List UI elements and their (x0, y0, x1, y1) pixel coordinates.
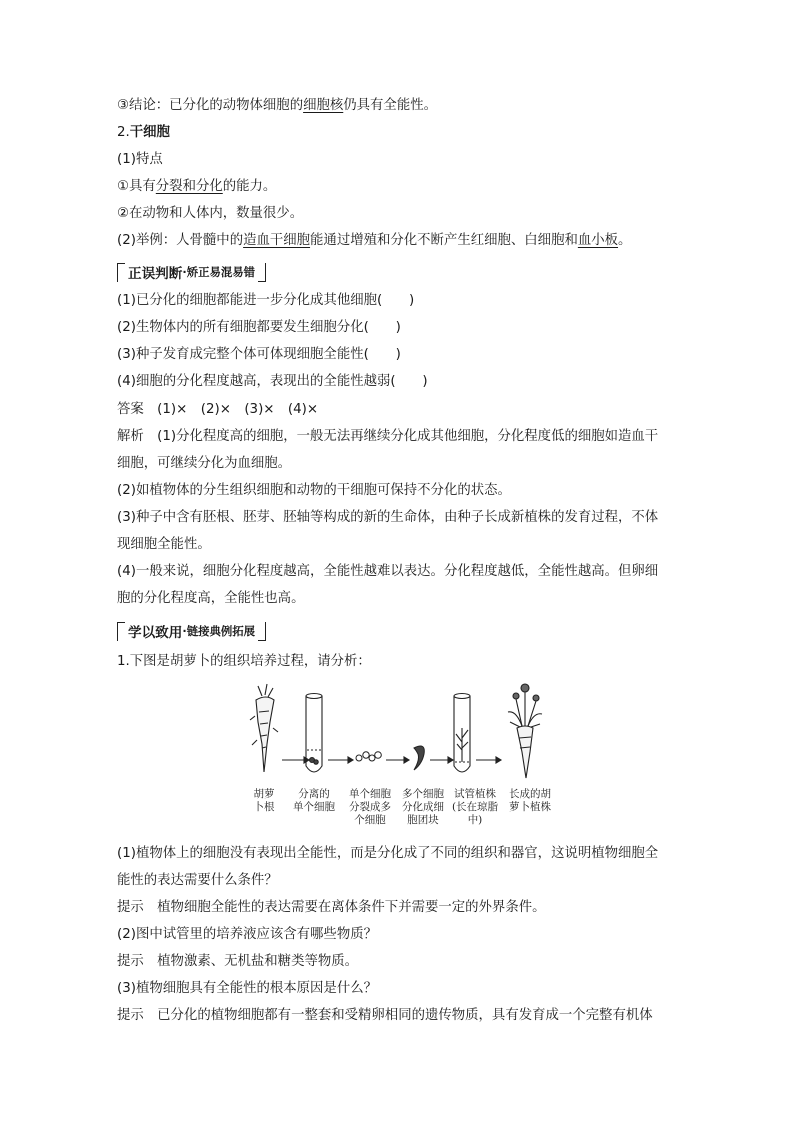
tissue-culture-figure (240, 682, 580, 832)
figure-label: 单个细胞 分裂成多 个细胞 (349, 788, 391, 826)
cell-mass-icon (414, 746, 424, 770)
features-line: (1)特点 (117, 152, 163, 167)
text: (2)举例：人骨髓中的 (117, 233, 244, 248)
figure-label: 多个细胞 分化成细 胞团块 (402, 788, 444, 826)
conclusion-line (117, 96, 437, 116)
bracket-left-icon (117, 263, 125, 282)
arrow-icon (476, 757, 501, 763)
carrot-root-icon (250, 684, 278, 772)
arrow-icon (328, 757, 353, 763)
qa-line: 提示 植物激素、无机盐和糖类等物质。 (117, 954, 359, 969)
analysis-line: (3)种子中含有胚根、胚芽、胚轴等构成的新的生命体，由种子长成新植株的发育过程，不体 (117, 510, 659, 525)
qa-line: 提示 植物细胞全能性的表达需要在离体条件下并需要一定的外界条件。 (117, 900, 546, 915)
qa-line: 能性的表达需要什么条件？ (117, 873, 278, 888)
arrow-icon (386, 757, 409, 763)
text: 。 (618, 233, 632, 248)
qa-line: 提示 已分化的植物细胞都有一整套和受精卵相同的遗传物质，具有发育成一个完整有机体 (117, 1008, 653, 1023)
analysis-line: (2)如植物体的分生组织细胞和动物的干细胞可保持不分化的状态。 (117, 483, 511, 498)
figure-label: 试管植株 (长在琼脂 中) (451, 788, 499, 826)
text: ③结论：已分化的动物体细胞的 (117, 98, 304, 113)
text: 的能力。 (222, 179, 277, 194)
section-header-judgment (117, 261, 266, 283)
example-line (117, 231, 631, 251)
qa-line: (1)植物体上的细胞没有表现出全能性，而是分化成了不同的组织和器官，这说明植物细胞全 (117, 846, 659, 861)
question-intro: 1.下图是胡萝卜的组织培养过程，请分析： (117, 654, 371, 669)
figure-label: 长成的胡 萝卜植株 (509, 788, 551, 813)
judgment-item: (2)生物体内的所有细胞都要发生细胞分化( ) (117, 320, 401, 335)
section-header-application (117, 620, 266, 642)
analysis-line: 细胞，可继续分化为血细胞。 (117, 456, 292, 471)
process-illustration (240, 682, 580, 782)
bracket-right-icon (258, 263, 266, 282)
feature1-line (117, 177, 276, 197)
header-main: 学以致用 (128, 625, 183, 641)
stem-cell-heading (117, 123, 170, 143)
bracket-right-icon (258, 622, 266, 641)
judgment-item: (3)种子发育成完整个体可体现细胞全能性( ) (117, 347, 401, 362)
arrow-icon (282, 757, 309, 763)
analysis-line: 现细胞全能性。 (117, 537, 211, 552)
arrow-icon (430, 757, 453, 763)
analysis-line: 解析 (1)分化程度高的细胞，一般无法再继续分化成其他细胞，分化程度低的细胞如造血干 (117, 429, 659, 444)
figure-label: 胡萝 卜根 (253, 788, 275, 813)
header-sub: ·矫正易混易错 (182, 265, 256, 279)
bracket-left-icon (117, 622, 125, 641)
carrot-plant-icon (508, 684, 542, 778)
underlined-term: 分裂和分化 (155, 179, 223, 194)
plantlet-tube-icon (454, 694, 470, 773)
judgment-item: (1)已分化的细胞都能进一步分化成其他细胞( ) (117, 293, 415, 308)
underlined-term: 血小板 (577, 233, 619, 248)
cell-cluster-icon (356, 752, 381, 761)
heading-number: 2. (117, 125, 130, 140)
judgment-item: (4)细胞的分化程度越高，表现出的全能性越弱( ) (117, 374, 428, 389)
header-main: 正误判断 (128, 266, 183, 282)
underlined-term: 造血干细胞 (243, 233, 311, 248)
qa-line: (2)图中试管里的培养液应该含有哪些物质？ (117, 927, 377, 942)
header-sub: ·链接典例拓展 (182, 624, 256, 638)
qa-line: (3)植物细胞具有全能性的根本原因是什么？ (117, 981, 377, 996)
text: ①具有 (117, 179, 156, 194)
text: 仍具有全能性。 (343, 98, 437, 113)
text: 能通过增殖和分化不断产生红细胞、白细胞和 (310, 233, 578, 248)
figure-label: 分离的 单个细胞 (293, 788, 335, 813)
answer-line: 答案 (1)× (2)× (3)× (4)× (117, 402, 319, 417)
feature2-line: ②在动物和人体内，数量很少。 (117, 206, 304, 221)
underlined-term: 细胞核 (303, 98, 344, 113)
analysis-line: (4)一般来说，细胞分化程度越高，全能性越难以表达。分化程度越低，全能性越高。但卵细 (117, 564, 659, 579)
heading-text: 干细胞 (129, 125, 170, 140)
analysis-line: 胞的分化程度高，全能性也高。 (117, 591, 305, 606)
